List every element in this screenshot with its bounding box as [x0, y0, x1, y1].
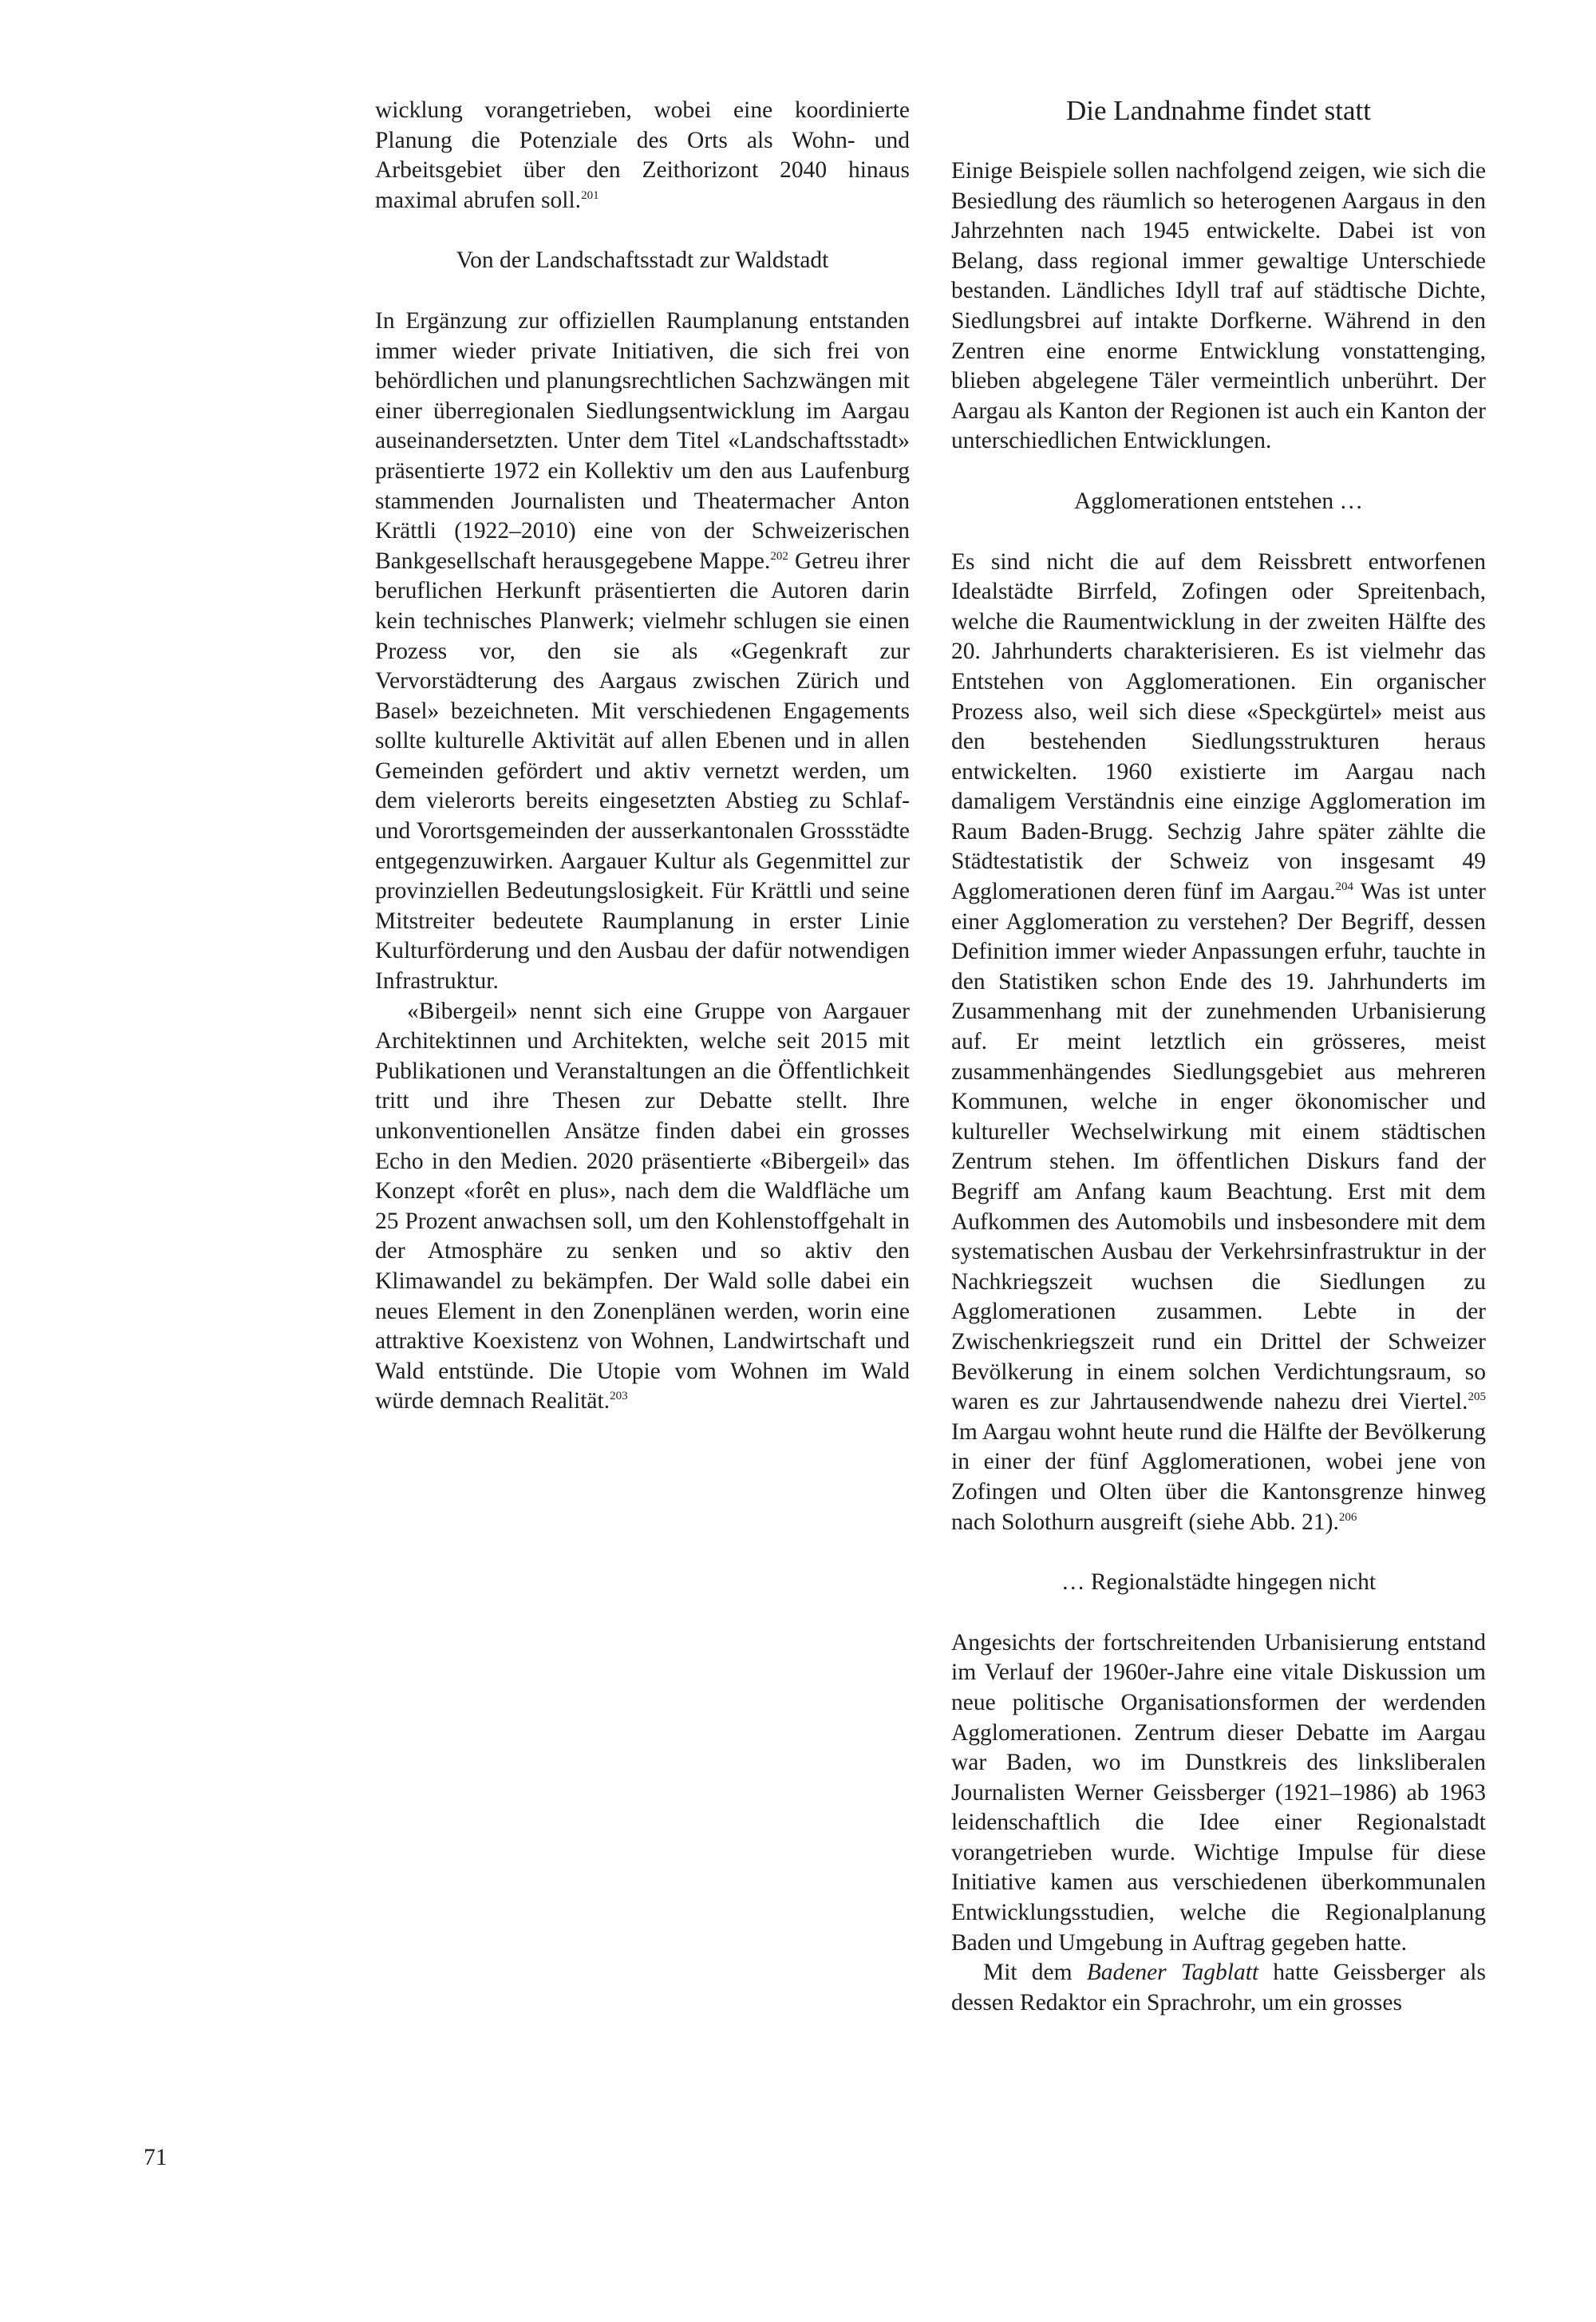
footnote-marker[interactable]: 205	[1468, 1390, 1486, 1404]
footnote-marker[interactable]: 201	[581, 188, 599, 202]
left-paragraph-3	[375, 997, 910, 1417]
paragraph-text: Getreu ihrer beruflichen Herkunft präsentierten die Autoren darin kein technisches Planwerk; vielmehr schlugen sie einen Prozess vor, den sie als «Gegenkraft zur Vervorstädterung des Aargaus zwischen Zürich und Basel» bezeichneten. Mit verschiedenen Engagements sollte kulturelle Aktivität auf allen Ebenen und in allen Gemeinden gefördert und aktiv vernetzt werden, um dem vielerorts bereits eingesetzten Abstieg zu Schlaf- und Vorortsgemeinden der ausserkantonalen Grossstädte entgegenzuwirken. Aargauer Kultur als Gegenmittel zur provinziellen Bedeutungslosigkeit. Für Krättli und seine Mitstreiter bedeutete Raumplanung in erster Linie Kulturförderung und den Ausbau der dafür notwendigen Infrastruktur.	[375, 548, 910, 995]
chapter-title: Die Landnahme findet statt	[1066, 95, 1371, 126]
right-paragraph-1	[951, 156, 1486, 457]
right-paragraph-2	[951, 548, 1486, 1538]
paragraph-text: Was ist unter einer Agglomeration zu verstehen? Der Begriff, dessen Definition immer wieder Anpassungen erfuhr, tauchte in den Statistiken schon Ende des 19. Jahrhunderts im Zusammenhang mit der zunehmenden Urbanisierung auf. Er meint letztlich ein grösseres, meist zusammenhängendes Siedlungsgebiet aus mehreren Kommunen, welche in enger ökonomischer und kultureller Wechselwirkung mit einem städtischen Zentrum stehen. Im öffentlichen Diskurs fand der Begriff am Anfang kaum Beachtung. Erst mit dem Aufkommen des Automobils und insbesondere mit dem systematischen Ausbau der Verkehrsinfrastruktur in der Nachkriegszeit wuchsen die Siedlungen zu Agglomerationen zusammen. Lebte in der Zwischenkriegszeit rund ein Drittel der Schweizer Bevölkerung in einem solchen Verdichtungsraum, so waren es zur Jahrtausendwende nahezu drei Viertel.	[951, 879, 1486, 1415]
page-number: 71	[144, 2145, 168, 2170]
section-heading: … Regionalstädte hingegen nicht	[1061, 1569, 1377, 1596]
paragraph-text: Mit dem	[983, 1960, 1087, 1986]
right-paragraph-4	[951, 1958, 1486, 2018]
paragraph-text: «Bibergeil» nennt sich eine Gruppe von Aargauer Architektinnen und Architekten, welche seit 2015 mit Publikationen und Veranstaltungen an die Öffentlichkeit tritt und ihre Thesen zur Debatte stellt. Ihre unkonventionellen Ansätze finden dabei ein grosses Echo in den Medien. 2020 präsentierte «Bibergeil» das Konzept «forêt en plus», nach dem die Waldfläche um 25 Prozent anwachsen soll, um den Kohlenstoffgehalt in der Atmosphäre zu senken und so aktiv den Klimawandel zu bekämpfen. Der Wald solle dabei ein neues Element in den Zonenplänen werden, worin eine attraktive Koexistenz von Wohnen, Landwirtschaft und Wald entstünde. Die Utopie vom Wohnen im Wald würde demnach Realität.	[375, 998, 910, 1414]
paragraph-text: Im Aargau wohnt heute rund die Hälfte der Bevölkerung in einer der fünf Agglomerationen, wobei jene von Zofingen und Olten über die Kantonsgrenze hinweg nach Solothurn ausgreift (siehe Abb. 21).	[951, 1418, 1486, 1535]
paragraph-text: wicklung vorangetrieben, wobei eine koordinierte Planung die Potenziale des Orts als Wohn- und Arbeitsgebiet über den Zeithorizont 2040 hinaus maximal abrufen soll.	[375, 97, 910, 213]
left-paragraph-2	[375, 307, 910, 997]
paragraph-text: Angesichts der fortschreitenden Urbanisierung entstand im Verlauf der 1960er-Jahre eine vitale Diskussion um neue politische Organisationsformen der werdenden Agglomerationen. Zentrum dieser Debatte im Aargau war Baden, wo im Dunstkreis des linksliberalen Journalisten Werner Geissberger (1921–1986) ab 1963 leidenschaftlich die Idee einer Regionalstadt vorangetrieben wurde. Wichtige Impulse für diese Initiative kamen aus verschiedenen überkommunalen Entwicklungsstudien, welche die Regionalplanung Baden und Umgebung in Auftrag gegeben hatte.	[951, 1629, 1486, 1956]
paragraph-text: In Ergänzung zur offiziellen Raumplanung entstanden immer wieder private Initiativen, die sich frei von behördlichen und planungsrechtlichen Sachzwängen mit einer überregionalen Siedlungsentwicklung im Aargau auseinandersetzten. Unter dem Titel «Landschaftsstadt» präsentierte 1972 ein Kollektiv um den aus Laufenburg stammenden Journalisten und Theatermacher Anton Krättli (1922–2010) eine von der Schweizerischen Bankgesellschaft herausgegebene Mappe.	[375, 307, 910, 574]
section-heading: Von der Landschaftsstadt zur Waldstadt	[456, 247, 829, 274]
footnote-marker[interactable]: 202	[770, 549, 788, 563]
paragraph-text: hatte Geissberger als dessen Redaktor ein Sprachrohr, um ein grosses	[951, 1960, 1486, 2015]
section-heading: Agglomerationen entstehen …	[1073, 488, 1364, 514]
right-paragraph-3	[951, 1628, 1486, 1959]
newspaper-title: Badener Tagblatt	[1086, 1960, 1259, 1986]
footnote-marker[interactable]: 204	[1335, 880, 1354, 894]
footnote-marker[interactable]: 203	[610, 1390, 628, 1403]
left-paragraph-1	[375, 96, 910, 216]
right-column	[951, 96, 1486, 2018]
paragraph-text: Es sind nicht die auf dem Reissbrett entworfenen Idealstädte Birrfeld, Zofingen oder Spreitenbach, welche die Raumentwicklung in der zweiten Hälfte des 20. Jahrhunderts charakterisieren. Es ist vielmehr das Entstehen von Agglomerationen. Ein organischer Prozess also, weil sich diese «Speckgürtel» meist aus den bestehenden Siedlungsstrukturen heraus entwickelten. 1960 existierte im Aargau nach damaligem Verständnis eine einzige Agglomeration im Raum Baden-Brugg. Sechzig Jahre später zählte die Städtestatistik der Schweiz von insgesamt 49 Agglomerationen deren fünf im Aargau.	[951, 548, 1486, 905]
footnote-marker[interactable]: 206	[1338, 1510, 1357, 1524]
left-column	[375, 96, 910, 1417]
paragraph-text: Einige Beispiele sollen nachfolgend zeigen, wie sich die Besiedlung des räumlich so heterogenen Aargaus in den Jahrzehnten nach 1945 entwickelte. Dabei ist von Belang, dass regional immer gewaltige Unterschiede bestanden. Ländliches Idyll traf auf städtische Dichte, Siedlungsbrei auf intakte Dorfkerne. Während in den Zentren eine enorme Entwicklung vonstattenging, blieben abgelegene Täler vermeintlich unberührt. Der Aargau als Kanton der Regionen ist auch ein Kanton der unterschiedlichen Entwicklungen.	[951, 158, 1486, 454]
